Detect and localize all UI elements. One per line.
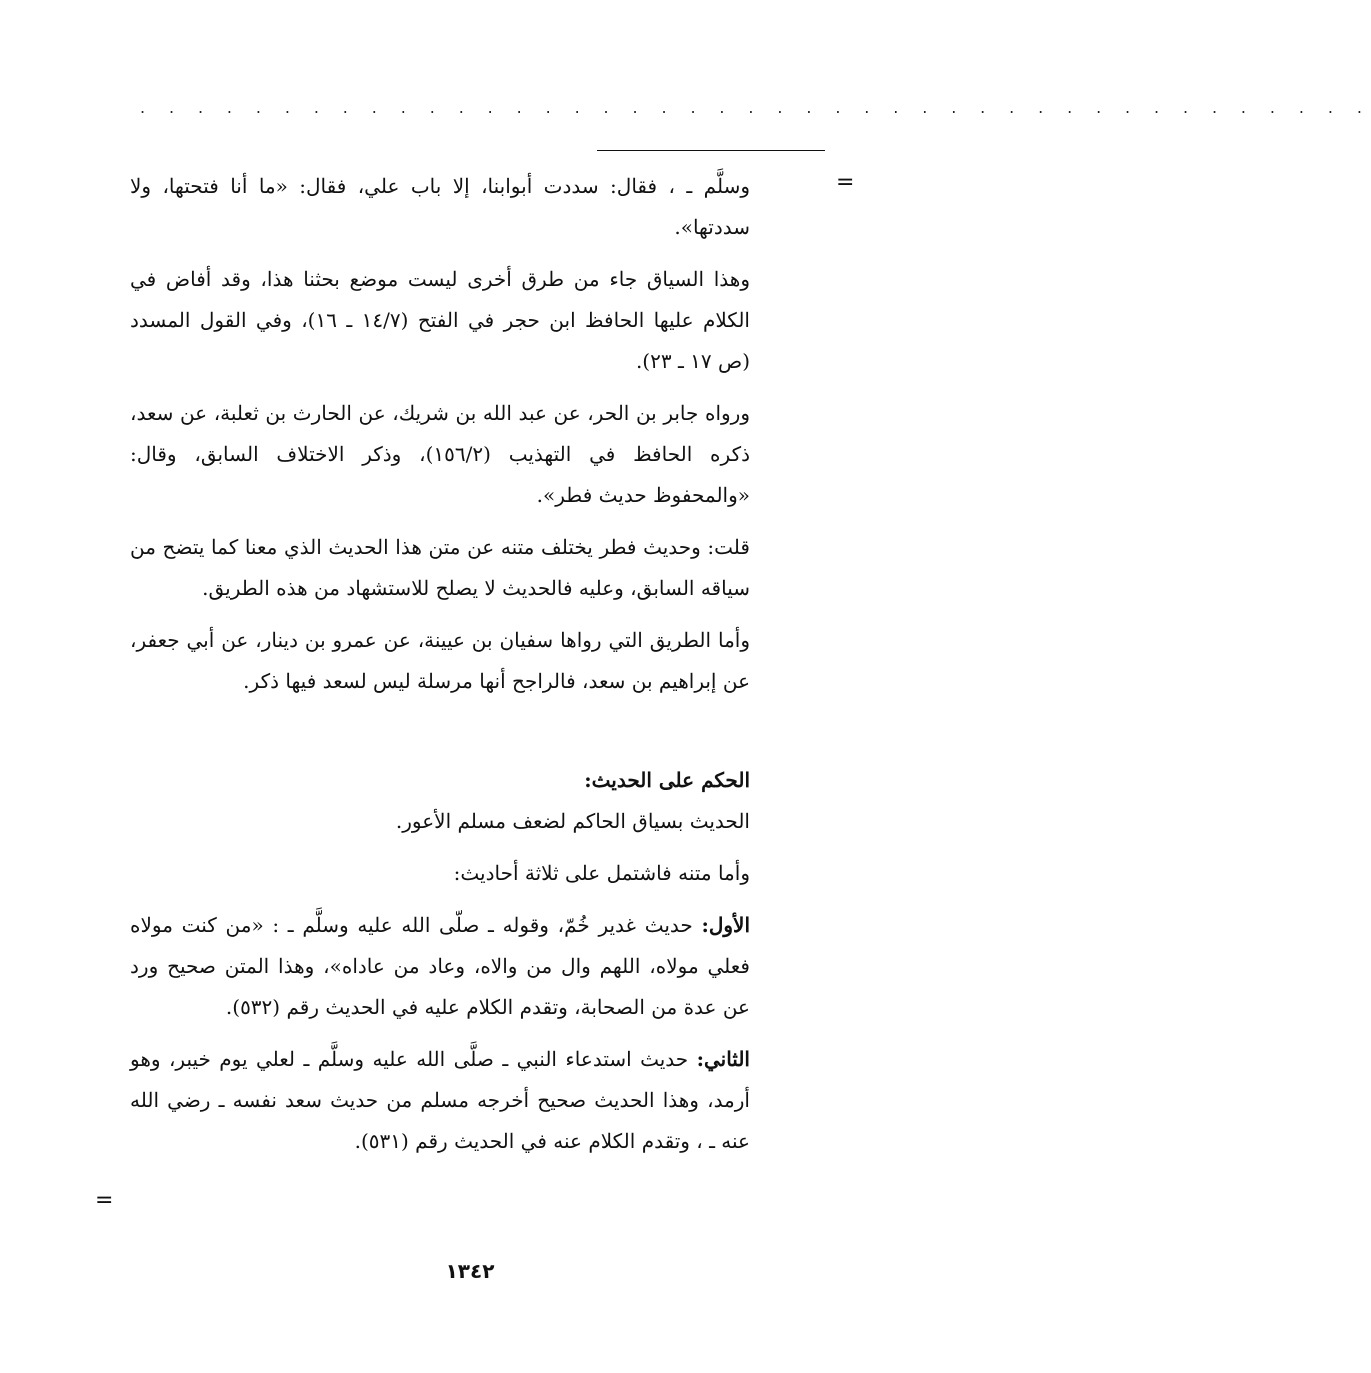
page-number: ١٣٤٢ [445,1259,495,1283]
paragraph-3: ورواه جابر بن الحر، عن عبد الله بن شريك، عن الحارث بن ثعلبة، عن سعد، ذكره الحافظ في التهذيب (١٥٦/٢)، وذكر الاختلاف السابق، وقال: «والمحفوظ حديث فطر». [130,401,750,507]
header-dotted-line: . . . . . . . . . . . . . . . . . . . . . . . . . . . . . . . . . . . . . . . . . . . [140,98,1371,117]
first-label: الأول: [701,913,751,937]
paragraph-8 [130,905,750,1028]
continuation-mark-top: = [836,170,855,195]
paragraph-9 [130,1039,750,1162]
second-label: الثاني: [696,1047,750,1071]
paragraph-4: قلت: وحديث فطر يختلف متنه عن متن هذا الحديث الذي معنا كما يتضح من سياقه السابق، وعليه فالحديث لا يصلح للاستشهاد من هذه الطريق. [130,535,750,600]
paragraph-5: وأما الطريق التي رواها سفيان بن عيينة، عن عمرو بن دينار، عن أبي جعفر، عن إبراهيم بن سعد، فالراجح أنها مرسلة ليس لسعد فيها ذكر. [130,628,750,693]
section-heading: الحكم على الحديث: [584,768,750,792]
footnote-separator-rule [597,150,825,151]
paragraph-9-text: حديث استدعاء النبي ـ صلَّى الله عليه وسلَّم ـ لعلي يوم خيبر، وهو أرمد، وهذا الحديث صحيح أخرجه مسلم من حديث سعد نفسه ـ رضي الله عنه ـ ، وتقدم الكلام عنه في الحديث رقم (٥٣١). [130,1047,750,1153]
paragraph-8-text: حديث غدير خُمّ، وقوله ـ صلّى الله عليه وسلَّم ـ : «من كنت مولاه فعلي مولاه، اللهم وال من والاه، وعاد من عاداه»، وهذا المتن صحيح ورد عن عدة من الصحابة، وتقدم الكلام عليه في الحديث رقم (٥٣٢). [130,913,750,1019]
paragraph-2: وهذا السياق جاء من طرق أخرى ليست موضع بحثنا هذا، وقد أفاض في الكلام عليها الحافظ ابن حجر في الفتح (١٤/٧ ـ ١٦)، وفي القول المسدد (ص ١٧ ـ ٢٣). [130,267,750,373]
body-text [130,166,750,1173]
continuation-mark-bottom: = [95,1188,114,1213]
paragraph-7: وأما متنه فاشتمل على ثلاثة أحاديث: [453,861,750,885]
paragraph-1: وسلَّم ـ ، فقال: سددت أبوابنا، إلا باب علي، فقال: «ما أنا فتحتها، ولا سددتها». [130,174,750,239]
paragraph-6: الحديث بسياق الحاكم لضعف مسلم الأعور. [395,809,750,833]
